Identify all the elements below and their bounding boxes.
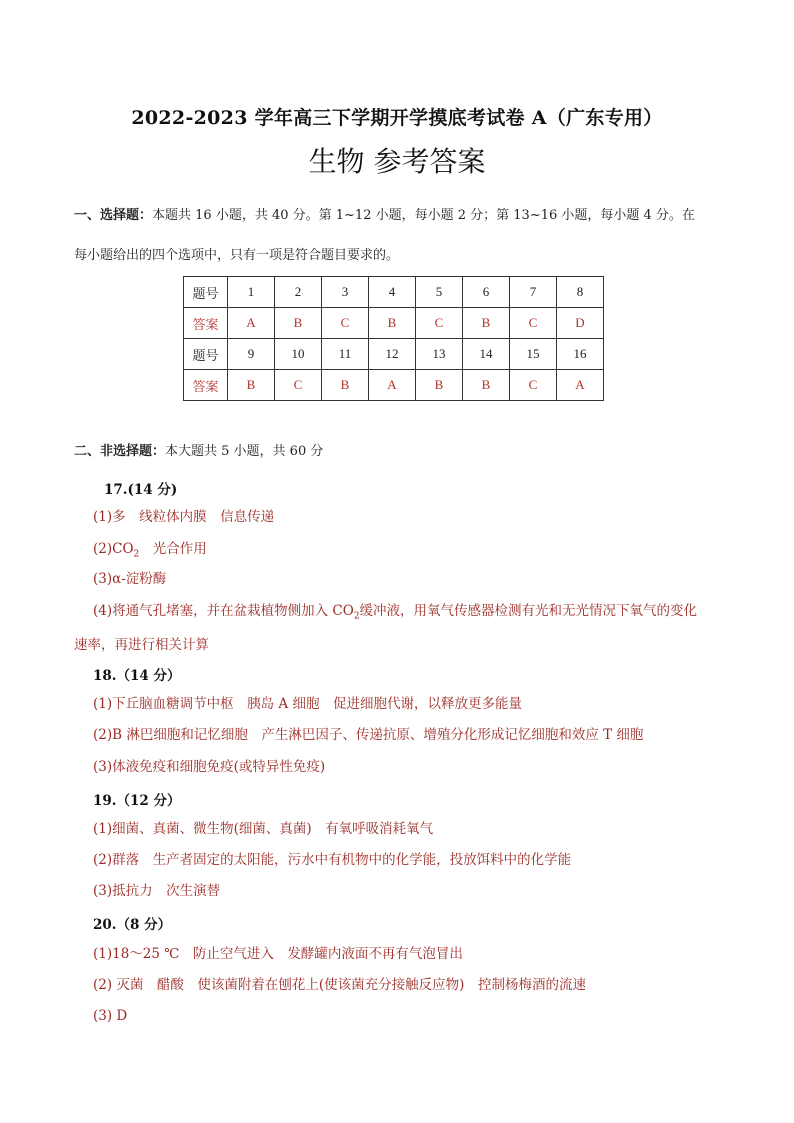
table-cell: C: [322, 308, 369, 339]
table-row: [184, 277, 604, 308]
table-cell: 1: [228, 277, 275, 308]
table-cell: C: [510, 308, 557, 339]
table-cell: A: [228, 308, 275, 339]
table-cell: B: [228, 370, 275, 401]
table-cell: 7: [510, 277, 557, 308]
question-19-heading: 19.（12 分）: [93, 793, 181, 809]
answer-line: (3) D: [93, 1008, 128, 1024]
answer-line: (2)B 淋巴细胞和记忆细胞 产生淋巴因子、传递抗原、增殖分化形成记忆细胞和效应 T 细胞: [93, 727, 644, 743]
table-row: [184, 339, 604, 370]
table-cell: 11: [322, 339, 369, 370]
answer-line: (3)体液免疫和细胞免疫(或特异性免疫): [93, 759, 326, 775]
answer-line: [93, 602, 743, 626]
exam-title: 2022-2023 学年高三下学期开学摸底考试卷 A（广东专用）: [131, 107, 663, 129]
table-cell: B: [416, 370, 463, 401]
answer-line: (3)α-淀粉酶: [93, 571, 167, 587]
table-cell: 9: [228, 339, 275, 370]
answer-line: (1)多 线粒体内膜 信息传递: [93, 509, 275, 525]
table-cell: 14: [463, 339, 510, 370]
table-cell: B: [369, 308, 416, 339]
table-cell: 16: [557, 339, 604, 370]
table-cell: C: [510, 370, 557, 401]
section-2-text: 本大题共 5 小题，共 60 分: [165, 444, 324, 459]
table-cell: 8: [557, 277, 604, 308]
answer-line: (1)下丘脑血糖调节中枢 胰岛 A 细胞 促进细胞代谢，以释放更多能量: [93, 696, 522, 712]
table-cell: B: [275, 308, 322, 339]
table-cell: 13: [416, 339, 463, 370]
table-cell: B: [463, 308, 510, 339]
table-row: [184, 370, 604, 401]
answer-table: [183, 276, 604, 401]
answer-line: (2) 灭菌 醋酸 使该菌附着在刨花上(使该菌充分接触反应物) 控制杨梅酒的流速: [93, 977, 586, 993]
table-cell: A: [557, 370, 604, 401]
section-1-intro: [74, 207, 734, 225]
table-cell: A: [369, 370, 416, 401]
answer-line: (1)18～25 ℃ 防止空气进入 发酵罐内液面不再有气泡冒出: [93, 946, 463, 962]
table-cell: 10: [275, 339, 322, 370]
answer-line: (3)抵抗力 次生演替: [93, 883, 221, 899]
table-row: [184, 308, 604, 339]
exam-subtitle: 生物 参考答案: [308, 145, 486, 178]
answer-line: (2)群落 生产者固定的太阳能，污水中有机物中的化学能，投放饵料中的化学能: [93, 852, 572, 868]
table-cell: C: [275, 370, 322, 401]
question-17-heading: 17.(14 分): [104, 482, 178, 498]
table-cell: B: [322, 370, 369, 401]
answer-text: (2)CO: [93, 541, 134, 557]
subscript: 2: [353, 611, 360, 622]
table-cell: 5: [416, 277, 463, 308]
question-20-heading: 20.（8 分）: [93, 917, 172, 933]
table-header-cell: 答案: [184, 308, 228, 339]
table-header-cell: 题号: [184, 277, 228, 308]
section-2-label: 二、非选择题：: [74, 444, 166, 459]
table-cell: 2: [275, 277, 322, 308]
subscript: 2: [133, 549, 140, 560]
table-cell: 3: [322, 277, 369, 308]
answer-text: (4)将通气孔堵塞，并在盆栽植物侧加入 CO: [93, 603, 354, 619]
table-cell: 12: [369, 339, 416, 370]
table-header-cell: 答案: [184, 370, 228, 401]
answer-line: [93, 540, 743, 564]
section-1-text: 本题共 16 小题，共 40 分。第 1~12 小题，每小题 2 分；第 13~16 小题，每小题 4 分。在: [152, 208, 695, 223]
answer-line: (1)细菌、真菌、微生物(细菌、真菌) 有氧呼吸消耗氧气: [93, 821, 434, 837]
table-cell: B: [463, 370, 510, 401]
table-cell: 15: [510, 339, 557, 370]
section-1-label: 一、选择题：: [74, 208, 153, 223]
question-18-heading: 18.（14 分）: [93, 668, 181, 684]
answer-line-continued: 速率，再进行相关计算: [74, 637, 209, 653]
table-cell: 6: [463, 277, 510, 308]
answer-text: 缓冲液，用氧气传感器检测有光和无光情况下氧气的变化: [359, 603, 698, 619]
section-1-intro-cont: 每小题给出的四个选项中，只有一项是符合题目要求的。: [74, 248, 400, 263]
table-header-cell: 题号: [184, 339, 228, 370]
table-cell: D: [557, 308, 604, 339]
section-2-intro: [74, 440, 323, 459]
table-cell: 4: [369, 277, 416, 308]
table-cell: C: [416, 308, 463, 339]
answer-text: 光合作用: [139, 541, 207, 557]
